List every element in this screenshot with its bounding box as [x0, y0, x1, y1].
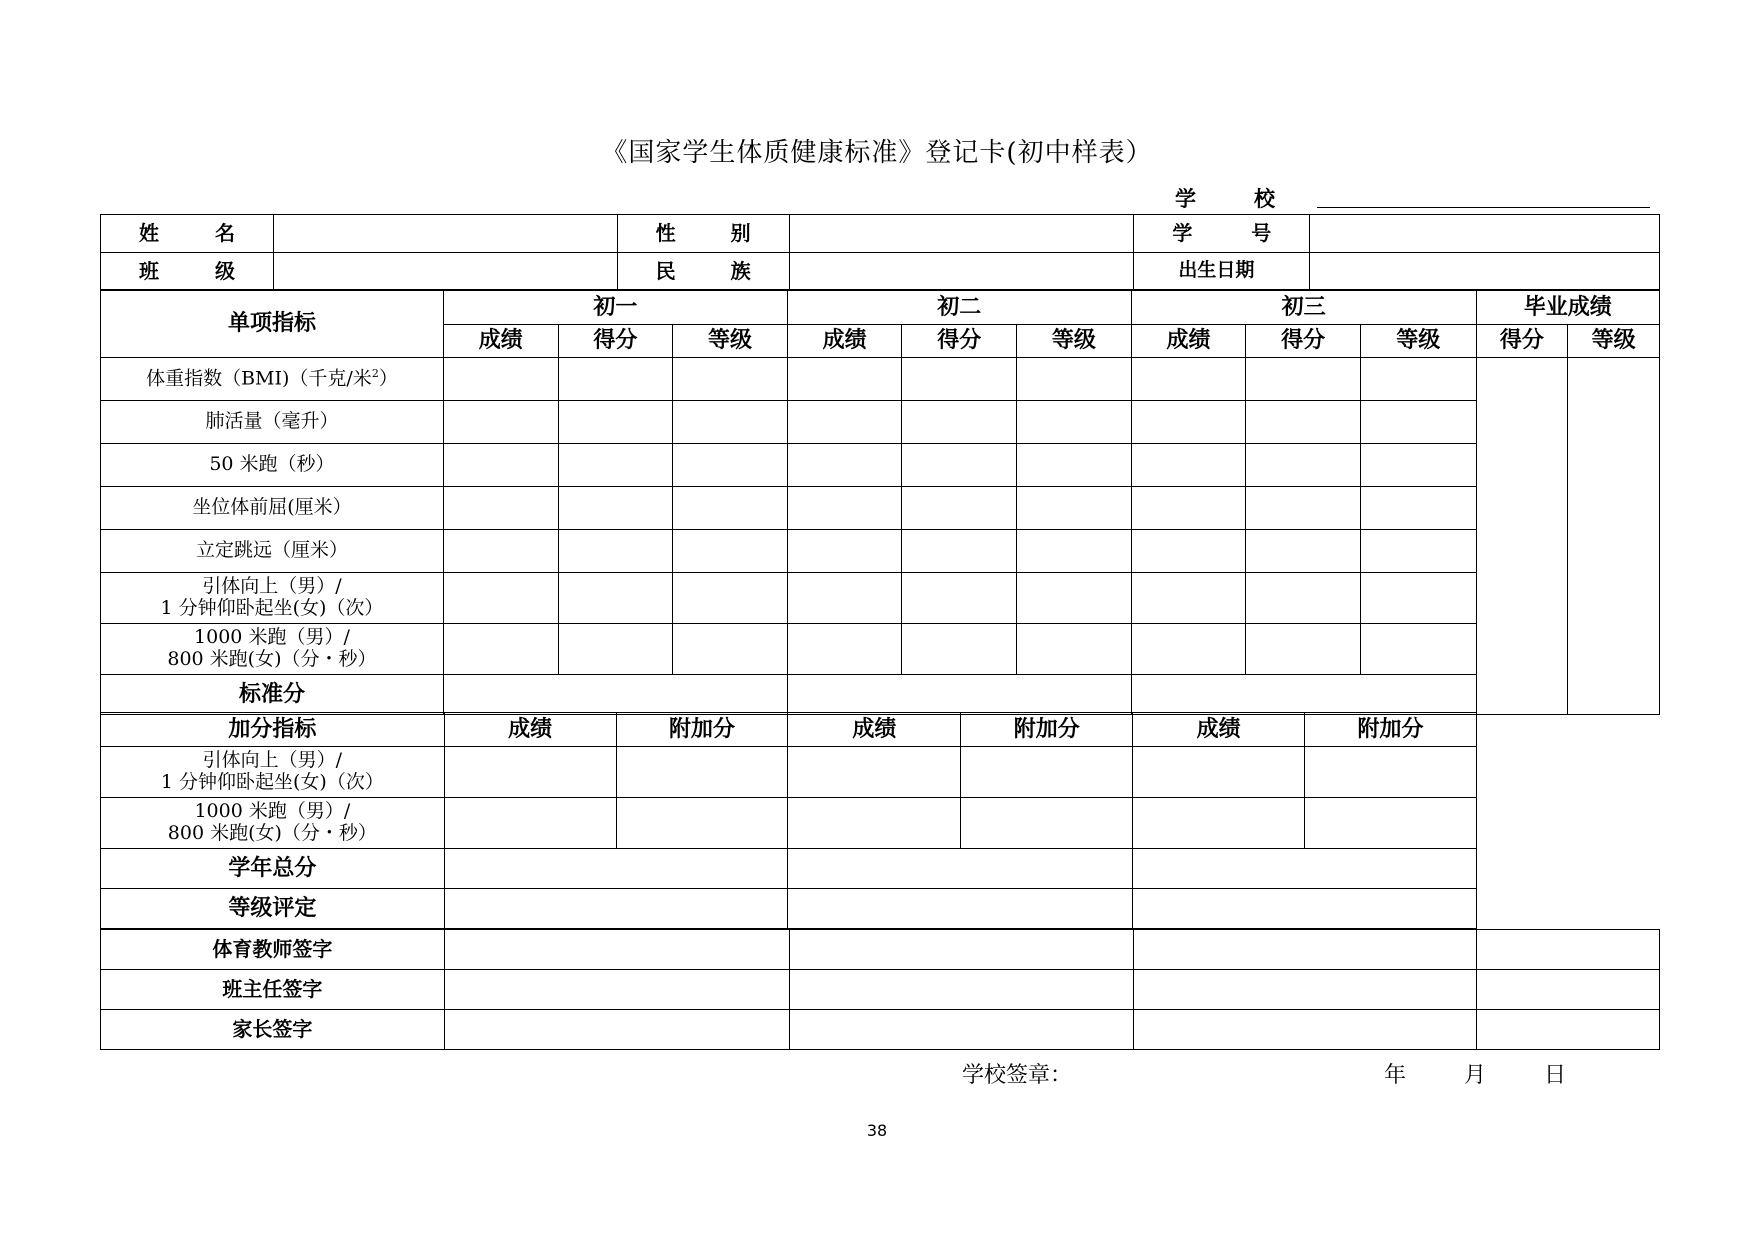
page-number: 38 [866, 1121, 888, 1140]
annual-total-label: 学年总分 [101, 849, 445, 889]
cell[interactable] [788, 747, 961, 798]
grade1-bonus-score-header: 成绩 [444, 713, 616, 747]
grade3-header: 初三 [1131, 291, 1476, 325]
signature-table [100, 929, 1660, 1050]
cell[interactable] [1133, 747, 1305, 798]
cell[interactable] [1017, 444, 1132, 487]
cell[interactable] [1360, 624, 1476, 675]
graduation-pe-sign[interactable] [1477, 930, 1660, 970]
name-field[interactable] [273, 215, 617, 253]
cell[interactable] [1017, 573, 1132, 624]
standard-score-label: 标准分 [101, 675, 444, 715]
cell[interactable] [558, 573, 673, 624]
cell[interactable] [616, 798, 788, 849]
class-field[interactable] [273, 253, 617, 290]
cell[interactable] [787, 358, 902, 401]
grade3-head-sign[interactable] [1134, 970, 1477, 1010]
ethnic-label: 民 族 [617, 253, 789, 290]
item-label-50m: 50 米跑（秒） [101, 444, 444, 487]
ethnic-field[interactable] [789, 253, 1134, 290]
grade1-level-header: 等级 [673, 325, 788, 358]
cell[interactable] [1360, 358, 1476, 401]
cell[interactable] [902, 573, 1017, 624]
bonus-table [100, 712, 1477, 929]
grade1-head-sign[interactable] [444, 970, 789, 1010]
bonus-label-pullup-situp: 引体向上（男）/ 1 分钟仰卧起坐(女)（次） [101, 747, 445, 798]
cell[interactable] [902, 358, 1017, 401]
cell[interactable] [444, 798, 616, 849]
cell[interactable] [673, 358, 788, 401]
grade1-points-header: 得分 [558, 325, 673, 358]
grade1-level-eval[interactable] [444, 889, 788, 929]
grade2-pe-sign[interactable] [789, 930, 1134, 970]
student-info-table [100, 214, 1660, 290]
cell[interactable] [1305, 747, 1477, 798]
cell[interactable] [443, 444, 558, 487]
cell[interactable] [787, 624, 902, 675]
cell[interactable] [1131, 358, 1246, 401]
day-label: 日 [1544, 1063, 1567, 1088]
cell[interactable] [1360, 487, 1476, 530]
gender-field[interactable] [789, 215, 1134, 253]
cell[interactable] [902, 624, 1017, 675]
cell[interactable] [1017, 487, 1132, 530]
cell[interactable] [961, 747, 1133, 798]
student-no-field[interactable] [1310, 215, 1660, 253]
cell[interactable] [443, 401, 558, 444]
graduation-head-sign[interactable] [1477, 970, 1660, 1010]
cell[interactable] [788, 798, 961, 849]
cell[interactable] [673, 487, 788, 530]
cell[interactable] [1017, 530, 1132, 573]
graduation-parent-sign[interactable] [1477, 1010, 1660, 1050]
grade1-standard-score[interactable] [443, 675, 787, 715]
cell[interactable] [1246, 444, 1361, 487]
grade3-level-header: 等级 [1360, 325, 1476, 358]
cell[interactable] [1017, 358, 1132, 401]
school-label: 学 校 [1175, 187, 1275, 211]
month-label: 月 [1464, 1063, 1487, 1088]
class-label: 班 级 [101, 253, 274, 290]
cell[interactable] [558, 530, 673, 573]
cell[interactable] [443, 487, 558, 530]
cell[interactable] [443, 624, 558, 675]
birth-label: 出生日期 [1134, 253, 1310, 290]
graduation-points-cell[interactable] [1476, 358, 1568, 715]
cell[interactable] [1246, 530, 1361, 573]
cell[interactable] [1017, 401, 1132, 444]
head-teacher-sign-label: 班主任签字 [101, 970, 445, 1010]
page-title: 《国家学生体质健康标准》登记卡(初中样表） [601, 138, 1153, 168]
graduation-header: 毕业成绩 [1476, 291, 1659, 325]
score-table [100, 290, 1660, 715]
grade2-score-header: 成绩 [787, 325, 902, 358]
cell[interactable] [444, 747, 616, 798]
grade3-annual-total[interactable] [1133, 849, 1477, 889]
item-label-sit-reach: 坐位体前屈(厘米） [101, 487, 444, 530]
cell[interactable] [1131, 624, 1246, 675]
cell[interactable] [558, 487, 673, 530]
cell[interactable] [673, 530, 788, 573]
bonus-label-1000m-800m: 1000 米跑（男）/ 800 米跑(女)（分・秒） [101, 798, 445, 849]
cell[interactable] [787, 401, 902, 444]
grade3-level-eval[interactable] [1133, 889, 1477, 929]
cell[interactable] [1246, 358, 1361, 401]
cell[interactable] [558, 444, 673, 487]
grade1-pe-sign[interactable] [444, 930, 789, 970]
cell[interactable] [961, 798, 1133, 849]
cell[interactable] [1360, 573, 1476, 624]
grade2-head-sign[interactable] [789, 970, 1134, 1010]
cell[interactable] [1305, 798, 1477, 849]
cell[interactable] [902, 444, 1017, 487]
single-index-header: 单项指标 [101, 291, 444, 358]
cell[interactable] [443, 530, 558, 573]
grade3-bonus-points-header: 附加分 [1305, 713, 1477, 747]
year-label: 年 [1384, 1063, 1407, 1088]
item-label-bmi: 体重指数（BMI)（千克/米$^2$） [101, 358, 444, 401]
grade1-annual-total[interactable] [444, 849, 788, 889]
grade2-standard-score[interactable] [787, 675, 1131, 715]
cell[interactable] [1131, 444, 1246, 487]
cell[interactable] [443, 573, 558, 624]
birth-field[interactable] [1310, 253, 1660, 290]
grade2-annual-total[interactable] [788, 849, 1133, 889]
cell[interactable] [1131, 487, 1246, 530]
cell[interactable] [787, 444, 902, 487]
cell[interactable] [1246, 573, 1361, 624]
grade3-pe-sign[interactable] [1134, 930, 1477, 970]
grade3-points-header: 得分 [1246, 325, 1361, 358]
grade3-score-header: 成绩 [1131, 325, 1246, 358]
gender-label: 性 别 [617, 215, 789, 253]
grade3-bonus-score-header: 成绩 [1133, 713, 1305, 747]
item-label-1000m-800m: 1000 米跑（男）/ 800 米跑(女)（分・秒） [101, 624, 444, 675]
graduation-level-cell[interactable] [1568, 358, 1660, 715]
cell[interactable] [1131, 401, 1246, 444]
cell[interactable] [902, 401, 1017, 444]
pe-teacher-sign-label: 体育教师签字 [101, 930, 445, 970]
cell[interactable] [787, 573, 902, 624]
cell[interactable] [902, 530, 1017, 573]
cell[interactable] [1131, 530, 1246, 573]
school-blank[interactable] [1317, 207, 1650, 208]
cell[interactable] [1246, 487, 1361, 530]
cell[interactable] [1360, 401, 1476, 444]
cell[interactable] [673, 624, 788, 675]
school-line [1175, 183, 1650, 209]
cell[interactable] [1017, 624, 1132, 675]
grade2-parent-sign[interactable] [789, 1010, 1134, 1050]
parent-sign-label: 家长签字 [101, 1010, 445, 1050]
cell[interactable] [1131, 573, 1246, 624]
student-no-label: 学 号 [1134, 215, 1310, 253]
grade2-bonus-score-header: 成绩 [788, 713, 961, 747]
cell[interactable] [558, 624, 673, 675]
cell[interactable] [673, 573, 788, 624]
item-label-vital-capacity: 肺活量（毫升） [101, 401, 444, 444]
grade3-parent-sign[interactable] [1134, 1010, 1477, 1050]
cell[interactable] [1246, 624, 1361, 675]
cell[interactable] [558, 401, 673, 444]
graduation-points-header: 得分 [1476, 325, 1568, 358]
cell[interactable] [1133, 798, 1305, 849]
cell[interactable] [787, 487, 902, 530]
cell[interactable] [902, 487, 1017, 530]
cell[interactable] [673, 444, 788, 487]
grade2-header: 初二 [787, 291, 1131, 325]
item-label-long-jump: 立定跳远（厘米） [101, 530, 444, 573]
grade2-level-eval[interactable] [788, 889, 1133, 929]
cell[interactable] [558, 358, 673, 401]
grade3-standard-score[interactable] [1131, 675, 1476, 715]
grade2-bonus-points-header: 附加分 [961, 713, 1133, 747]
cell[interactable] [443, 358, 558, 401]
cell[interactable] [1360, 444, 1476, 487]
grade2-level-header: 等级 [1017, 325, 1132, 358]
grade1-bonus-points-header: 附加分 [616, 713, 788, 747]
cell[interactable] [1246, 401, 1361, 444]
level-eval-label: 等级评定 [101, 889, 445, 929]
grade1-parent-sign[interactable] [444, 1010, 789, 1050]
cell[interactable] [673, 401, 788, 444]
name-label: 姓 名 [101, 215, 274, 253]
item-label-pullup-situp: 引体向上（男）/ 1 分钟仰卧起坐(女)（次） [101, 573, 444, 624]
grade2-points-header: 得分 [902, 325, 1017, 358]
grade1-score-header: 成绩 [443, 325, 558, 358]
cell[interactable] [616, 747, 788, 798]
bonus-index-header: 加分指标 [101, 713, 445, 747]
school-seal-label: 学校签章： [962, 1063, 1073, 1088]
cell[interactable] [787, 530, 902, 573]
cell[interactable] [1360, 530, 1476, 573]
grade1-header: 初一 [443, 291, 787, 325]
graduation-level-header: 等级 [1568, 325, 1660, 358]
